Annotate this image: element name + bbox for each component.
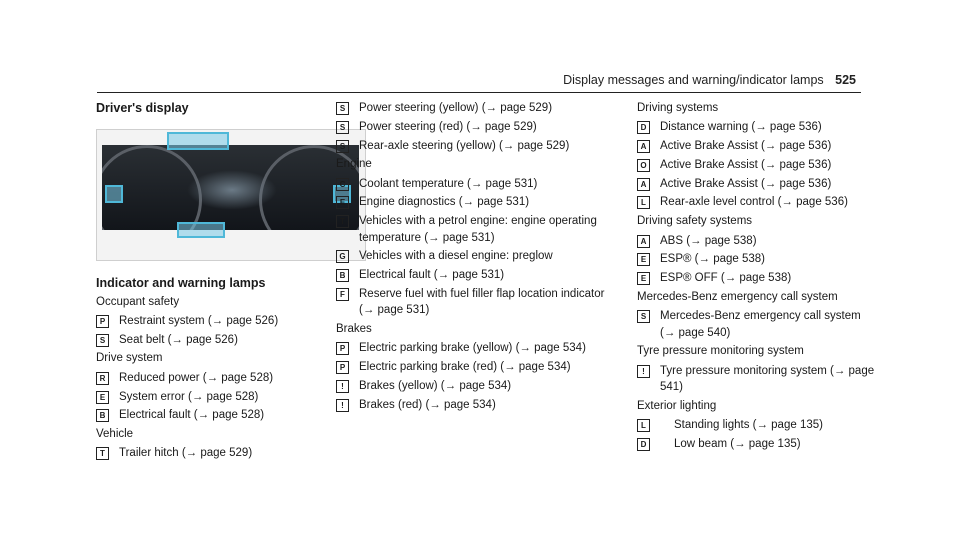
lamp-entry [336, 397, 616, 413]
lamp-entry [637, 251, 877, 267]
lamp-entry-text: Distance warning (→ page 536) [660, 121, 822, 134]
battery-icon: B [96, 409, 109, 422]
lamp-group [336, 156, 616, 318]
lamp-entry-text: Brakes (yellow) (→ page 534) [359, 379, 512, 392]
lamp-entry [96, 389, 316, 405]
lamp-entry [637, 436, 877, 452]
lamp-entry [637, 270, 877, 286]
lamp-group [637, 343, 877, 395]
lamp-entry-text: Rear-axle steering (yellow) (→ page 529) [359, 139, 570, 152]
group-heading: Drive system [96, 352, 163, 365]
lamp-group [637, 213, 877, 286]
header-rule [97, 92, 861, 93]
active-brake-assist-icon: A [637, 140, 650, 153]
group-heading: Occupant safety [96, 295, 180, 308]
group-heading: Driving systems [637, 102, 719, 114]
lamp-entry-text: ABS (→ page 538) [660, 234, 757, 247]
instrument-cluster-figure [96, 129, 366, 261]
system-error-icon: E [96, 391, 109, 404]
lamp-entry-text: Rear-axle level control (→ page 536) [660, 196, 848, 209]
lamp-entry-text: Restraint system (→ page 526) [119, 314, 279, 327]
lamp-entry [336, 213, 616, 246]
power-steering-icon: S [336, 102, 349, 115]
lamp-entry [96, 445, 316, 461]
group-heading: Brakes [336, 323, 372, 336]
lamp-group [637, 289, 877, 341]
lamp-entry-text: Vehicles with a diesel engine: preglow [359, 250, 553, 263]
lamp-entry [336, 248, 616, 264]
lamp-entry-text: Mercedes-Benz emergency call system (→ page 540) [660, 310, 861, 339]
lamp-entry-text: Engine diagnostics (→ page 531) [359, 196, 530, 209]
lamp-entry-text: Electric parking brake (red) (→ page 534) [359, 361, 571, 374]
column-3 [637, 100, 877, 455]
col3-groups [637, 100, 877, 452]
lamp-entry [336, 378, 616, 394]
lamp-entry [637, 363, 877, 396]
lamp-entry [336, 119, 616, 135]
center-display [187, 170, 277, 210]
lamp-entry-text: Power steering (red) (→ page 529) [359, 120, 537, 133]
lamp-entry-text: Low beam (→ page 135) [674, 437, 801, 450]
lamp-entry [336, 340, 616, 356]
lamp-entry-text: Electrical fault (→ page 528) [119, 409, 265, 422]
lamp-entry-text: Brakes (red) (→ page 534) [359, 398, 496, 411]
lamp-entry [336, 138, 616, 154]
lamp-entry-text: Reduced power (→ page 528) [119, 371, 274, 384]
group-heading: Tyre pressure monitoring system [637, 345, 804, 358]
distance-warning-icon: D [637, 121, 650, 134]
col2-top-items [336, 100, 616, 154]
header-title: Display messages and warning/indicator lamps [563, 73, 824, 87]
rear-axle-steering-icon: S [336, 140, 349, 153]
lamp-entry-text: Trailer hitch (→ page 529) [119, 447, 253, 460]
lamp-group [96, 294, 316, 348]
tyre-pressure-icon: ! [637, 365, 650, 378]
lamp-entry-text: ESP® OFF (→ page 538) [660, 272, 792, 285]
lamp-entry-text: Electric parking brake (yellow) (→ page 534) [359, 342, 586, 355]
brakes-icon: ! [336, 380, 349, 393]
active-brake-assist-icon: A [637, 178, 650, 191]
reserve-fuel-icon: F [336, 288, 349, 301]
abs-icon: A [637, 235, 650, 248]
lamp-entry-text: Active Brake Assist (→ page 536) [660, 177, 832, 190]
lamp-entry-text: Power steering (yellow) (→ page 529) [359, 102, 553, 114]
lamp-entry-text: Seat belt (→ page 526) [119, 333, 238, 346]
lamp-entry [637, 417, 877, 433]
lamp-entry-text: System error (→ page 528) [119, 390, 259, 403]
page-number: 525 [835, 73, 856, 87]
instrument-cluster-image [102, 145, 359, 230]
lamp-entry [637, 157, 877, 173]
esp-icon: E [637, 253, 650, 266]
column-2 [336, 100, 616, 416]
lamp-entry [336, 100, 616, 116]
esp-off-icon: E [637, 272, 650, 285]
lamp-entry [637, 233, 877, 249]
lamp-entry-text: Reserve fuel with fuel filler flap location indicator (→ page 531) [359, 287, 605, 317]
restraint-system-icon: P [96, 315, 109, 328]
seat-belt-icon: S [96, 334, 109, 347]
lamp-entry [96, 313, 316, 329]
lamp-entry-text: Standing lights (→ page 135) [674, 419, 823, 432]
parking-brake-icon: P [336, 342, 349, 355]
group-heading: Vehicle [96, 428, 134, 441]
lamp-entry-text: Active Brake Assist (→ page 536) [660, 140, 832, 153]
lamp-group [96, 426, 316, 462]
power-steering-icon: S [336, 121, 349, 134]
engine-temperature-icon: T [336, 215, 349, 228]
page-header [563, 73, 856, 87]
group-heading: Driving safety systems [637, 215, 753, 228]
indicator-lamps-heading: Indicator and warning lamps [96, 276, 266, 291]
standing-lights-icon: L [637, 419, 650, 432]
drivers-display-heading: Driver's display [96, 101, 189, 115]
highlight-area-top [167, 132, 229, 150]
preglow-icon: G [336, 250, 349, 263]
highlight-area-left [105, 185, 123, 203]
lamp-entry [336, 286, 616, 319]
low-beam-icon: D [637, 438, 650, 451]
engine-diagnostics-icon: E [336, 196, 349, 209]
group-heading: Mercedes-Benz emergency call system [637, 290, 838, 303]
lamp-entry-text: Coolant temperature (→ page 531) [359, 177, 538, 190]
lamp-entry-text: Electrical fault (→ page 531) [359, 269, 505, 282]
lamp-entry [637, 138, 877, 154]
rear-axle-level-icon: L [637, 196, 650, 209]
lamp-group [637, 398, 877, 452]
lamp-entry-text: Vehicles with a petrol engine: engine operating temperature (→ page 531) [359, 215, 597, 244]
group-heading: Exterior lighting [637, 399, 717, 412]
highlight-area-bottom [177, 222, 225, 238]
active-brake-assist-off-icon: O [637, 159, 650, 172]
battery-icon: B [336, 269, 349, 282]
lamp-entry [336, 176, 616, 192]
lamp-group [336, 321, 616, 413]
lamp-entry [336, 359, 616, 375]
lamp-entry [96, 370, 316, 386]
lamp-entry-text: ESP® (→ page 538) [660, 253, 765, 266]
lamp-group [637, 100, 877, 211]
lamp-group [96, 350, 316, 423]
lamp-entry [637, 194, 877, 210]
group-heading: Engine [336, 158, 372, 171]
sos-not-ready-icon: S [637, 310, 650, 323]
lamp-entry [96, 407, 316, 423]
reduced-power-icon: R [96, 372, 109, 385]
lamp-entry [637, 176, 877, 192]
col2-groups [336, 156, 616, 413]
lamp-entry [637, 119, 877, 135]
lamp-entry [336, 267, 616, 283]
lamp-entry-text: Tyre pressure monitoring system (→ page 541) [660, 364, 875, 393]
col1-groups [96, 294, 316, 462]
brakes-icon: ! [336, 399, 349, 412]
lamp-entry [637, 308, 877, 341]
trailer-hitch-icon: T [96, 447, 109, 460]
coolant-temperature-icon: C [336, 178, 349, 191]
parking-brake-icon: P [336, 361, 349, 374]
lamp-entry [96, 332, 316, 348]
column-1 [96, 100, 316, 464]
lamp-entry [336, 194, 616, 210]
lamp-entry-text: Active Brake Assist (→ page 536) [660, 158, 832, 171]
